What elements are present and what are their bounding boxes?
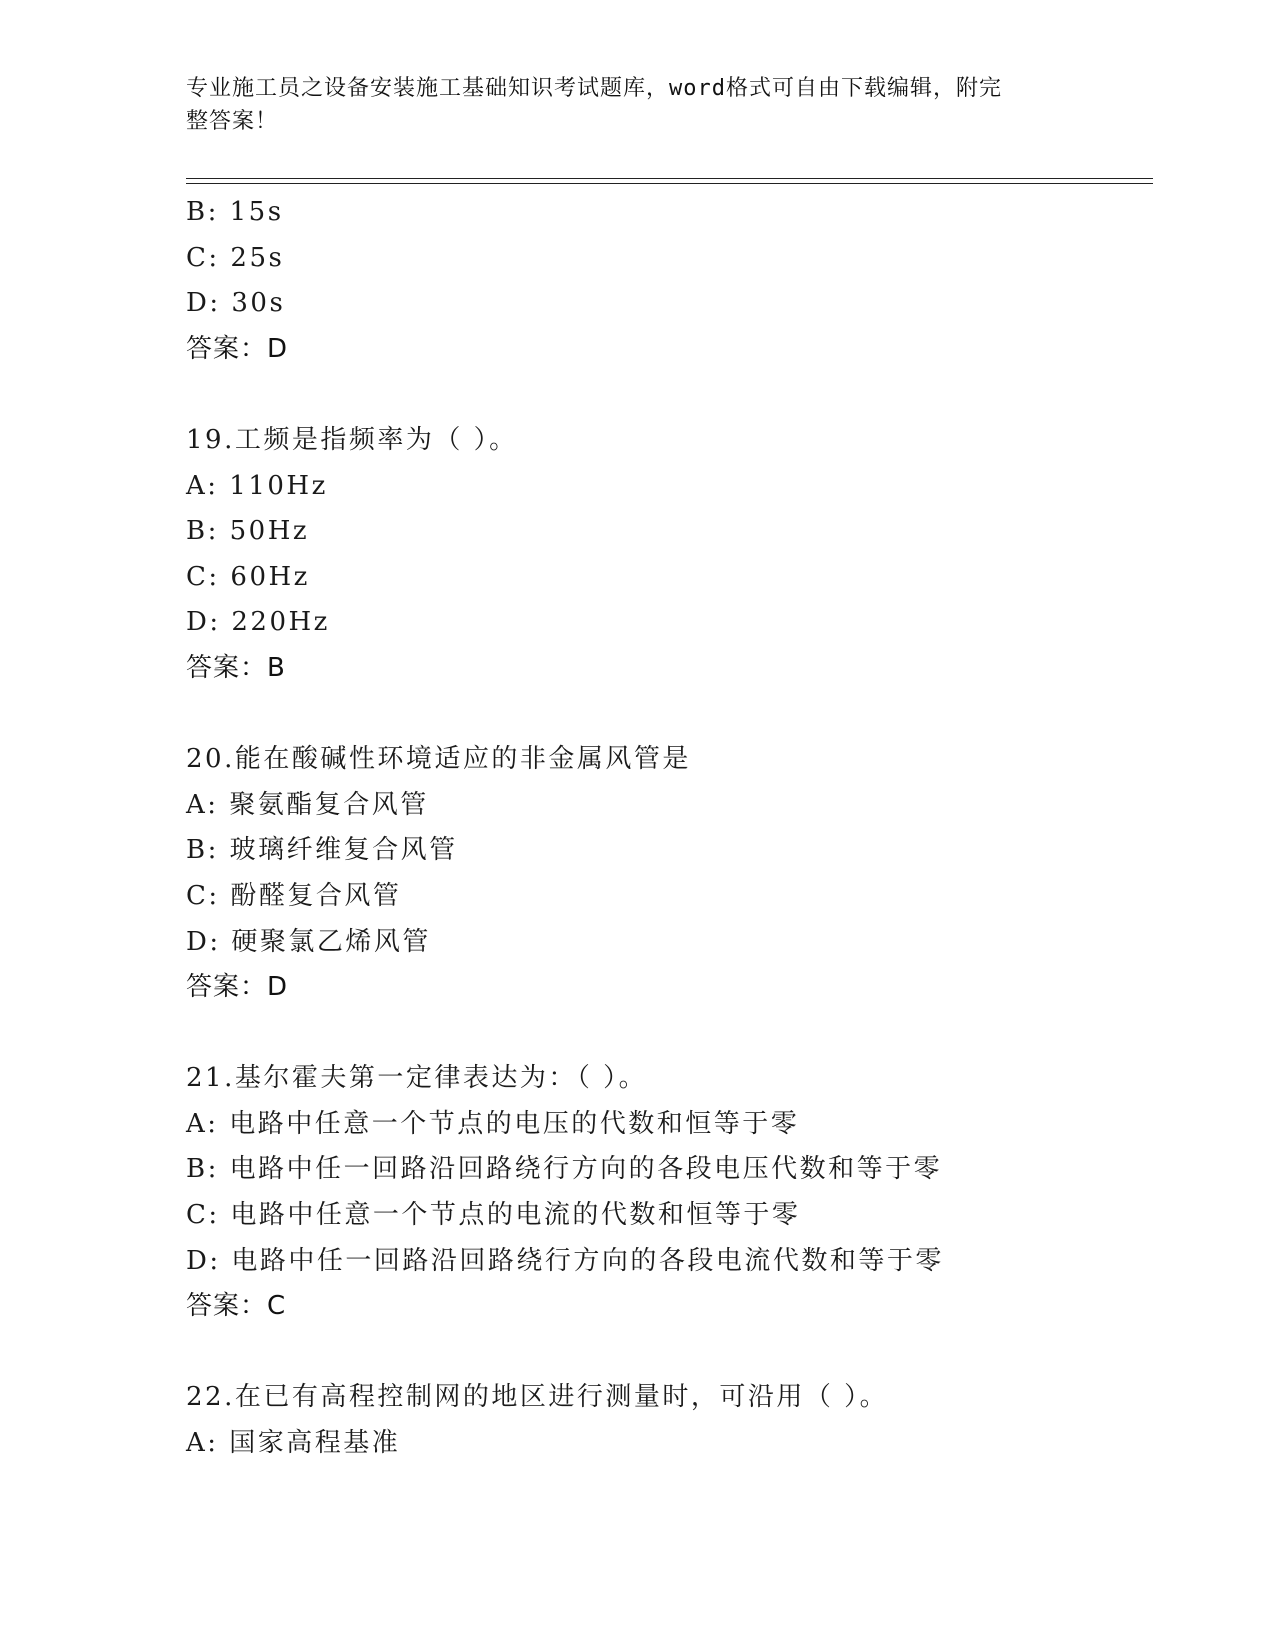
question-22 (186, 1375, 1146, 1466)
option-b: B: 玻璃纤维复合风管 (186, 835, 458, 866)
option-a: A: 110Hz (186, 470, 328, 501)
header-divider-top (186, 178, 1153, 179)
option-a: A: 电路中任意一个节点的电压的代数和恒等于零 (186, 1108, 800, 1139)
answer-line: 答案：D (186, 333, 289, 364)
spacer (186, 692, 1146, 738)
option-b: B: 电路中任一回路沿回路绕行方向的各段电压代数和等于零 (186, 1154, 943, 1185)
option-d: D: 30s (186, 288, 286, 319)
question-continued (186, 190, 1146, 372)
option-c: C: 酚醛复合风管 (186, 880, 402, 911)
option-c: C: 60Hz (186, 561, 310, 592)
question-stem: 19.工频是指频率为（ ）。 (186, 424, 518, 455)
question-stem: 20.能在酸碱性环境适应的非金属风管是 (186, 744, 691, 775)
question-20 (186, 737, 1146, 1011)
document-header (186, 72, 1066, 138)
spacer (186, 372, 1146, 418)
document-body (186, 190, 1146, 1467)
option-c: C: 电路中任意一个节点的电流的代数和恒等于零 (186, 1200, 801, 1231)
option-b: B: 50Hz (186, 516, 310, 547)
question-21 (186, 1056, 1146, 1330)
header-line-2: 整答案！ (186, 109, 279, 134)
spacer (186, 1330, 1146, 1376)
answer-line: 答案：B (186, 652, 286, 683)
option-a: A: 国家高程基准 (186, 1428, 401, 1459)
answer-line: 答案：D (186, 972, 289, 1003)
header-divider-bottom (186, 183, 1153, 184)
question-stem: 22.在已有高程控制网的地区进行测量时，可沿用（ ）。 (186, 1382, 889, 1413)
option-a: A: 聚氨酯复合风管 (186, 789, 429, 820)
option-d: D: 220Hz (186, 607, 330, 638)
option-d: D: 电路中任一回路沿回路绕行方向的各段电流代数和等于零 (186, 1245, 944, 1276)
question-stem: 21.基尔霍夫第一定律表达为：（ ）。 (186, 1063, 648, 1094)
answer-line: 答案：C (186, 1291, 287, 1322)
question-19 (186, 418, 1146, 692)
header-line-1: 专业施工员之设备安装施工基础知识考试题库，word格式可自由下载编辑，附完 (186, 76, 1002, 101)
spacer (186, 1011, 1146, 1057)
option-c: C: 25s (186, 242, 285, 273)
option-d: D: 硬聚氯乙烯风管 (186, 926, 431, 957)
option-b: B: 15s (186, 197, 284, 227)
